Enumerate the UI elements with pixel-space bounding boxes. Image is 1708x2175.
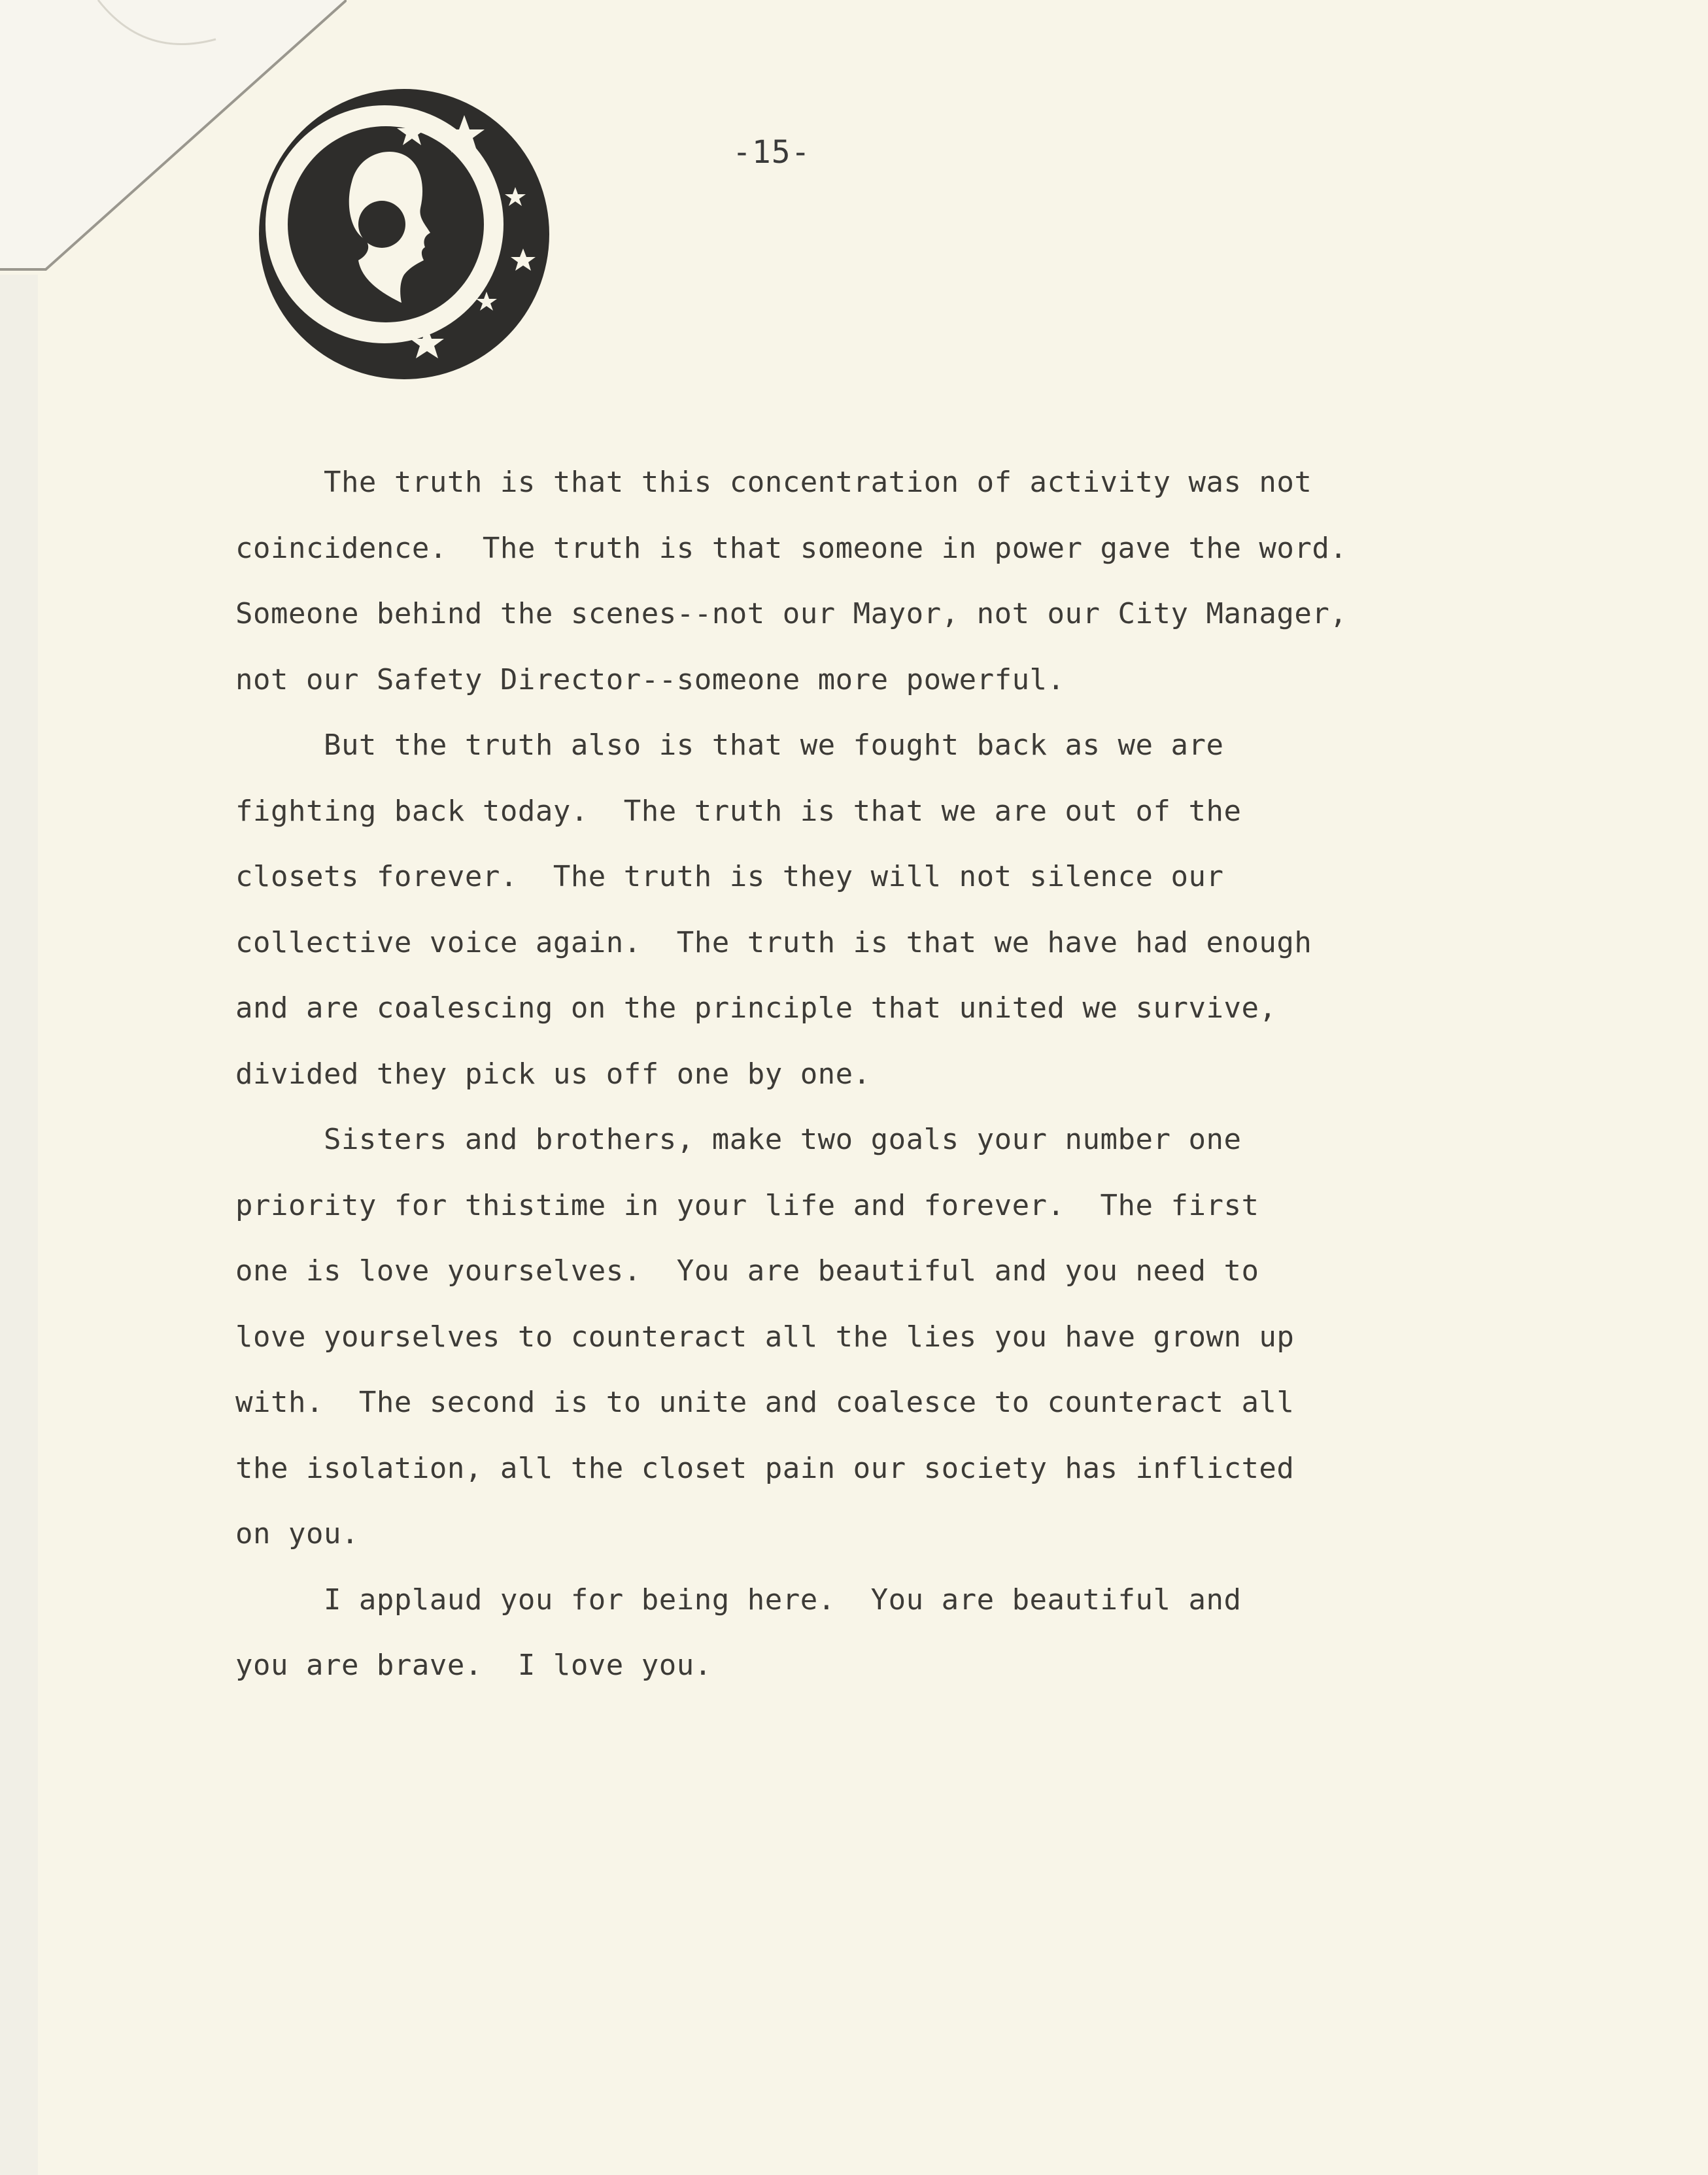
text-line: collective voice again. The truth is that we have had enough [235,925,1312,959]
text-line: with. The second is to unite and coalesce to counteract all [235,1386,1295,1419]
text-line: and are coalescing on the principle that united we survive, [235,991,1277,1025]
text-line: not our Safety Director--someone more powerful. [235,662,1065,696]
text-line: the isolation, all the closet pain our society has inflicted [235,1451,1295,1485]
text-line: divided they pick us off one by one. [235,1057,871,1091]
text-line: on you. [235,1517,359,1550]
text-line: Sisters and brothers, make two goals your number one [235,1123,1242,1156]
text-line: coincidence. The truth is that someone in power gave the word. [235,531,1348,565]
text-line: love yourselves to counteract all the lies you have grown up [235,1320,1295,1354]
text-line: one is love yourselves. You are beautiful and you need to [235,1254,1259,1288]
crescent-moon-logo-icon [254,84,555,385]
text-line: The truth is that this concentration of activity was not [235,466,1312,499]
text-line: you are brave. I love you. [235,1649,712,1682]
text-line: fighting back today. The truth is that we are out of the [235,794,1242,828]
scan-edge-strip [0,275,38,2175]
text-line: Someone behind the scenes--not our Mayor, not our City Manager, [235,597,1348,630]
text-line: But the truth also is that we fought back as we are [235,728,1224,762]
text-line: priority for thistime in your life and forever. The first [235,1188,1259,1222]
page-number: -15- [732,134,811,171]
text-line: I applaud you for being here. You are beautiful and [235,1583,1242,1617]
typed-body-text [235,450,1511,1699]
text-line: closets forever. The truth is they will not silence our [235,860,1224,893]
